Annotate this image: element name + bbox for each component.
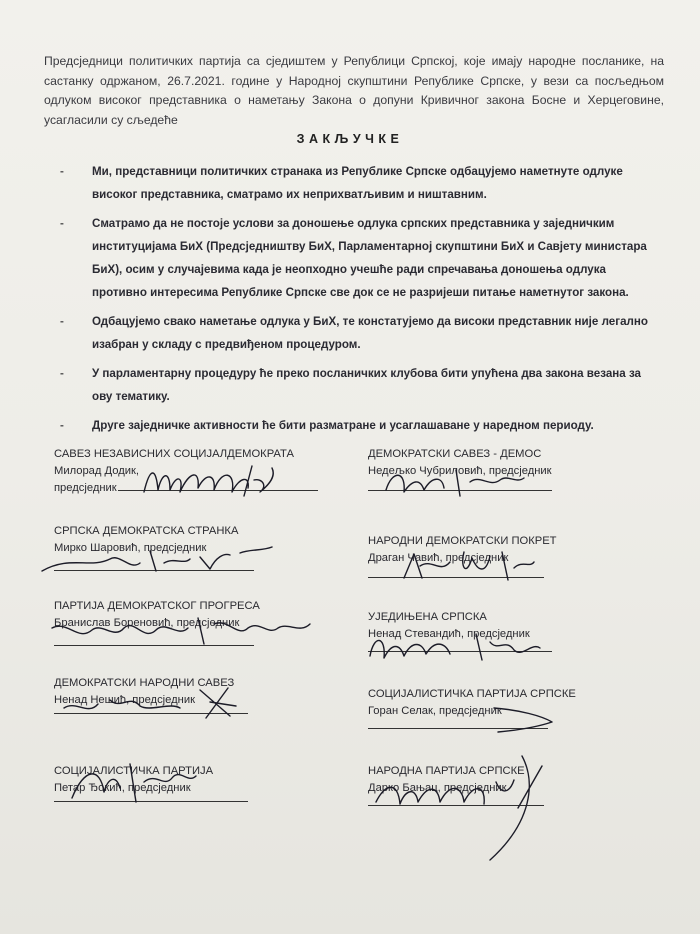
party-name: ДЕМОКРАТСКИ САВЕЗ - ДЕМОС bbox=[368, 448, 542, 460]
signature-scribble bbox=[48, 614, 318, 648]
signatory-name: Мирко Шаровић, предсједник bbox=[54, 542, 207, 554]
signatory-name: Петар Ђокић, предсједник bbox=[54, 782, 191, 794]
conclusions-list bbox=[60, 160, 660, 443]
party-name: НАРОДНИ ДЕМОКРАТСКИ ПОКРЕТ bbox=[368, 535, 557, 547]
conclusion-item: - Ми, представници политичких странака из Републике Српске одбацујемо наметнуте одлуке високог представника, сматрамо их неприхватљивим и ништавним. bbox=[60, 165, 623, 201]
signature-scribble bbox=[40, 545, 280, 575]
signatory-name: Ненад Нешић, предсједник bbox=[54, 694, 195, 706]
signature-scribble bbox=[380, 466, 530, 498]
signature-scribble bbox=[60, 682, 240, 722]
signature-scribble bbox=[64, 758, 204, 808]
signatory-name: Драган Чавић, предсједник bbox=[368, 552, 509, 564]
party-name: УЈЕДИЊЕНА СРПСКА bbox=[368, 611, 487, 623]
party-name: САВЕЗ НЕЗАВИСНИХ СОЦИЈАЛДЕМОКРАТА bbox=[54, 448, 294, 460]
conclusion-item: - Сматрамо да не постоје услови за доношење одлука српских представника у заједничким институцијама БиХ (Предсједништву БиХ, Парламентарној скупштини БиХ и Савјету министара БиХ), осим у случајевима када је неопходно учешће ради спречавања доношења одлука противно интересима Републике Српске све док се не разријеши питање наметнутог закона. bbox=[60, 217, 647, 299]
party-name: СРПСКА ДЕМОКРАТСКА СТРАНКА bbox=[54, 525, 239, 537]
signature-scribble bbox=[372, 752, 562, 864]
signature-scribble bbox=[140, 462, 280, 502]
party-name: ДЕМОКРАТСКИ НАРОДНИ САВЕЗ bbox=[54, 677, 235, 689]
conclusion-item: - Одбацујемо свако наметање одлука у БиХ, те констатујемо да високи представник није легално изабран у складу с предвиђеном процедуром. bbox=[60, 315, 648, 351]
conclusion-item: - Друге заједничке активности ће бити разматране и усаглашаване у наредном периоду. bbox=[60, 419, 594, 432]
party-name: НАРОДНА ПАРТИЈА СРПСКЕ bbox=[368, 765, 525, 777]
signatory-name: Ненад Стевандић, предсједник bbox=[368, 628, 530, 640]
conclusion-item: - У парламентарну процедуру ће преко посланичких клубова бити упућена два закона везана за ову тематику. bbox=[60, 367, 641, 403]
signatory-name: Горан Селак, предсједник bbox=[368, 705, 502, 717]
party-name: ПАРТИЈА ДЕМОКРАТСКОГ ПРОГРЕСА bbox=[54, 600, 260, 612]
signature-scribble bbox=[366, 628, 546, 664]
signature-scribble bbox=[490, 702, 560, 734]
party-name: СОЦИЈАЛИСТИЧКА ПАРТИЈА СРПСКЕ bbox=[368, 688, 576, 700]
signatory-role: предсједник bbox=[54, 482, 117, 494]
signatory-name: Бранислав Бореновић, предсједник bbox=[54, 617, 240, 629]
signatory-name: Недељко Чубриловић, предсједник bbox=[368, 465, 552, 477]
party-name: СОЦИЈАЛИСТИЧКА ПАРТИЈА bbox=[54, 765, 214, 777]
signature-scribble bbox=[398, 548, 538, 584]
signatory-name: Дарко Бањац, предсједник bbox=[368, 782, 507, 794]
signatory-name: Милорад Додик, bbox=[54, 465, 139, 477]
conclusions-heading: ЗАКЉУЧКЕ bbox=[296, 132, 404, 146]
intro-paragraph: Предсједници политичких партија са сједиштем у Републици Српској, које имају народне посланике, на састанку одржаном, 26.7.2021. године у Народној скупштини Републике Српске, у вези са посљедњом одлуком високог представника о наметању Закона о допуни Кривичног закона Босне и Херцеговине, усагласили су сљедеће bbox=[44, 54, 664, 127]
